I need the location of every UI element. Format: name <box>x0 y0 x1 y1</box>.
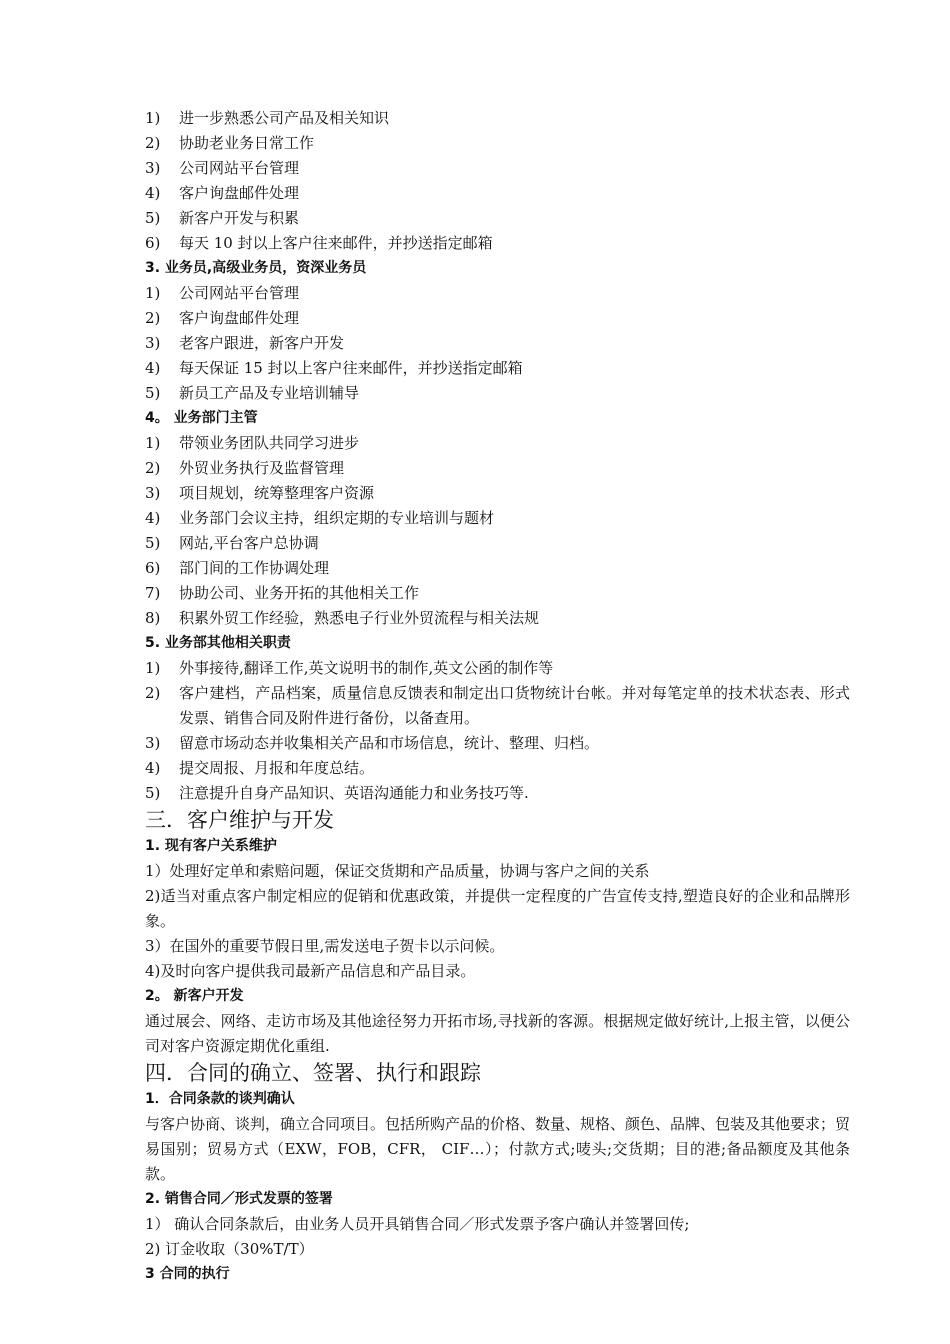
list-item <box>145 506 850 531</box>
list-text: 客户建档，产品档案，质量信息反馈表和制定出口货物统计台帐。并对每笔定单的技术状态表、形式发票、销售合同及附件进行备份，以备查用。 <box>179 684 850 727</box>
list-item <box>145 181 850 206</box>
list-number: 6) <box>145 559 161 577</box>
list-text: 公司网站平台管理 <box>179 159 300 177</box>
document-page <box>145 106 850 1287</box>
list-text: 带领业务团队共同学习进步 <box>179 434 360 452</box>
list-item <box>145 731 850 756</box>
list-item <box>145 756 850 781</box>
list-number: 4) <box>145 509 161 527</box>
list-number: 3) <box>145 734 161 752</box>
list-text: 业务部门会议主持，组织定期的专业培训与题材 <box>179 509 495 527</box>
heading-other-duties: 5. 业务部其他相关职责 <box>145 635 291 651</box>
list-text: 老客户跟进，新客户开发 <box>179 334 345 352</box>
heading-department-head: 4。 业务部门主管 <box>145 410 258 426</box>
list-number: 2) <box>145 684 161 702</box>
list-text: 每天 10 封以上客户往来邮件，并抄送指定邮箱 <box>179 234 493 252</box>
list-number: 1) <box>145 109 161 127</box>
list-item <box>145 206 850 231</box>
list-text: 项目规划，统筹整理客户资源 <box>179 484 375 502</box>
list-number: 4) <box>145 759 161 777</box>
list-item <box>145 531 850 556</box>
list-duties-salesperson <box>145 281 850 406</box>
list-text: 积累外贸工作经验，熟悉电子行业外贸流程与相关法规 <box>179 609 540 627</box>
list-item <box>145 681 850 731</box>
paragraph: 通过展会、网络、走访市场及其他途径努力开拓市场,寻找新的客源。根据规定做好统计,上报主管，以便公司对客户资源定期优化重组. <box>145 1012 850 1055</box>
list-number: 5) <box>145 534 161 552</box>
list-text: 新员工产品及专业培训辅导 <box>179 384 360 402</box>
list-item <box>145 356 850 381</box>
list-number: 3) <box>145 159 161 177</box>
heading-salesperson: 3. 业务员,高级业务员，资深业务员 <box>145 260 367 276</box>
list-item <box>145 456 850 481</box>
section-heading-customer-maintenance: 三．客户维护与开发 <box>145 808 334 832</box>
list-item <box>145 381 850 406</box>
list-text: 客户询盘邮件处理 <box>179 309 300 327</box>
list-item <box>145 431 850 456</box>
list-item <box>145 231 850 256</box>
paragraph: 2)适当对重点客户制定相应的促销和优惠政策，并提供一定程度的广告宣传支持,塑造良好的企业和品牌形象。 <box>145 887 850 930</box>
list-item <box>145 106 850 131</box>
list-item <box>145 556 850 581</box>
list-number: 5) <box>145 784 161 802</box>
list-text: 网站,平台客户总协调 <box>179 534 319 552</box>
paragraph: 2) 订金收取（30%T/T） <box>145 1240 314 1258</box>
list-number: 4) <box>145 359 161 377</box>
paragraph: 4)及时向客户提供我司最新产品信息和产品目录。 <box>145 962 476 980</box>
list-text: 公司网站平台管理 <box>179 284 300 302</box>
paragraph: 3）在国外的重要节假日里,需发送电子贺卡以示问候。 <box>145 937 505 955</box>
list-number: 2) <box>145 134 161 152</box>
list-item <box>145 781 850 806</box>
list-number: 6) <box>145 234 161 252</box>
list-item <box>145 306 850 331</box>
list-item <box>145 331 850 356</box>
list-text: 提交周报、月报和年度总结。 <box>179 759 375 777</box>
list-text: 新客户开发与积累 <box>179 209 300 227</box>
list-number: 5) <box>145 209 161 227</box>
list-text: 外事接待,翻译工作,英文说明书的制作,英文公函的制作等 <box>179 659 554 677</box>
list-text: 进一步熟悉公司产品及相关知识 <box>179 109 390 127</box>
list-number: 2) <box>145 459 161 477</box>
list-item <box>145 656 850 681</box>
paragraph: 与客户协商、谈判，确立合同项目。包括所购产品的价格、数量、规格、颜色、品牌、包装及其他要求；贸易国别；贸易方式（EXW，FOB，CFR， CIF…）；付款方式;唛头;交货期；目的港;备品额度及其他条款。 <box>145 1115 851 1183</box>
list-item <box>145 481 850 506</box>
section-heading-contracts: 四．合同的确立、签署、执行和跟踪 <box>145 1061 481 1085</box>
subheading-contract-terms: 1．合同条款的谈判确认 <box>145 1091 295 1107</box>
list-item <box>145 281 850 306</box>
list-other-duties <box>145 656 850 806</box>
list-text: 协助老业务日常工作 <box>179 134 315 152</box>
list-text: 每天保证 15 封以上客户往来邮件，并抄送指定邮箱 <box>179 359 523 377</box>
list-text: 留意市场动态并收集相关产品和市场信息，统计、整理、归档。 <box>179 734 600 752</box>
list-text: 外贸业务执行及监督管理 <box>179 459 345 477</box>
subheading-new-customers: 2。 新客户开发 <box>145 988 244 1004</box>
list-duties-trainee <box>145 106 850 256</box>
paragraph: 1） 确认合同条款后，由业务人员开具销售合同／形式发票予客户确认并签署回传; <box>145 1215 690 1233</box>
subheading-existing-customers: 1. 现有客户关系维护 <box>145 838 277 854</box>
list-number: 5) <box>145 384 161 402</box>
list-number: 8) <box>145 609 161 627</box>
list-item <box>145 606 850 631</box>
list-number: 4) <box>145 184 161 202</box>
subheading-contract-signing: 2. 销售合同／形式发票的签署 <box>145 1191 333 1207</box>
list-number: 1) <box>145 659 161 677</box>
list-number: 3) <box>145 484 161 502</box>
list-number: 3) <box>145 334 161 352</box>
list-number: 1) <box>145 284 161 302</box>
list-item <box>145 131 850 156</box>
list-text: 协助公司、业务开拓的其他相关工作 <box>179 584 420 602</box>
list-number: 7) <box>145 584 161 602</box>
list-item <box>145 156 850 181</box>
list-text: 客户询盘邮件处理 <box>179 184 300 202</box>
list-text: 注意提升自身产品知识、英语沟通能力和业务技巧等. <box>179 784 529 802</box>
list-number: 1) <box>145 434 161 452</box>
list-duties-department-head <box>145 431 850 631</box>
list-item <box>145 581 850 606</box>
paragraph: 1）处理好定单和索赔问题，保证交货期和产品质量，协调与客户之间的关系 <box>145 862 650 880</box>
list-text: 部门间的工作协调处理 <box>179 559 330 577</box>
list-number: 2) <box>145 309 161 327</box>
subheading-contract-execution: 3 合同的执行 <box>145 1266 230 1282</box>
